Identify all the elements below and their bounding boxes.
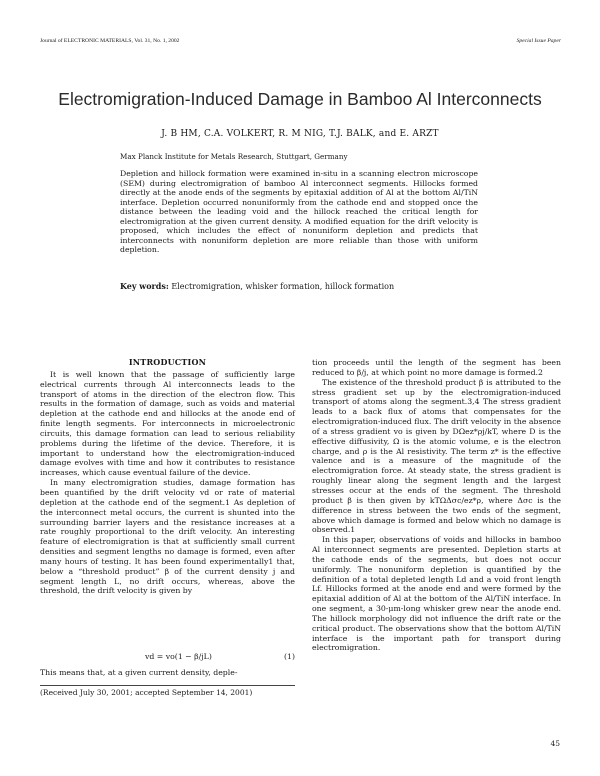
left-column-continued [40,668,295,678]
keywords [120,281,478,291]
right-column [312,358,561,653]
keywords-label: Key words: [120,281,169,291]
right-paragraph-1: tion proceeds until the length of the segment has been reduced to β/j, at which point no more damage is formed.2 [312,358,561,377]
left-paragraph-1: It is well known that the passage of sufficiently large electrical currents through Al interconnects leads to the transport of atoms in the direction of the electron flow. This results in the formation of damage, such as voids and material depletion at the cathode end and hillocks at the anode end of finite length segments. For interconnects in microelectronic circuits, this damage formation can lead to serious reliability problems during the lifetime of the device. Therefore, it is important to understand how the electromigration-induced damage evolves with time and how it contributes to resistance increases, which cause eventual failure of the device. [40,369,295,478]
equation-text: vd = vo(1 − β/jL) [145,652,212,661]
page-number: 45 [550,739,560,748]
keywords-text: Electromigration, whisker formation, hillock formation [168,282,395,291]
affiliation: Max Planck Institute for Metals Research, Stuttgart, Germany [120,152,348,161]
issue-type-header: Special Issue Paper [516,38,561,44]
right-paragraph-3: In this paper, observations of voids and hillocks in bamboo Al interconnect segments are presented. Depletion starts at the cathode ends of the segments, but does not occur uniformly. The nonuniform depletion is quantified by the definition of a total depleted length Ld and a void front length Lf. Hillocks formed at the anode end and were formed by the epitaxial addition of Al at the bottom of the Al/TiN interface. In one segment, a 30-μm-long whisker grew near the anode end. The hillock morphology did not influence the drift rate or the critical product. The observations show that the bottom Al/TiN interface is the important path for transport during electromigration. [312,535,561,653]
journal-header: Journal of ELECTRONIC MATERIALS, Vol. 31, No. 1, 2002 [40,38,180,44]
abstract: Depletion and hillock formation were examined in-situ in a scanning electron microscope (SEM) during electromigration of bamboo Al interconnect segments. Hillocks formed directly at the anode ends of the segments by epitaxial addition of Al at the bottom Al/TiN interface. Depletion occurred nonuniformly from the cathode end and stopped once the distance between the leading void and the hillock reached the critical length for electromigration at the given current density. A modified equation for the drift velocity is proposed, which includes the effect of nonuniform depletion and predicts that interconnects with nonuniform depletion are more reliable than those with uniform depletion. [120,169,478,255]
left-paragraph-2: In many electromigration studies, damage formation has been quantified by the drift velocity vd or rate of material depletion at the cathode end of the segment.1 As depletion of the interconnect metal occurs, the current is shunted into the surrounding barrier layers and the resistance increases at a rate roughly proportional to the drift velocity. An interesting feature of electromigration is that at sufficiently small current densities and segment lengths no damage is formed, even after many hours of testing. It has been found experimentally1 that, below a “threshold product” β of the current density j and segment length L, no drift occurs, whereas, above the threshold, the drift velocity is given by [40,478,295,596]
footnote-divider [40,685,295,686]
received-date-note: (Received July 30, 2001; accepted September 14, 2001) [40,688,253,697]
equation-number: (1) [284,652,295,661]
left-paragraph-3: This means that, at a given current density, deple- [40,668,238,677]
paper-title: Electromigration-Induced Damage in Bamboo Al Interconnects [58,89,542,109]
right-paragraph-2: The existence of the threshold product β is attributed to the stress gradient set up by the electromigration-induced transport of atoms along the segment.3,4 The stress gradient leads to a back flux of atoms that compensates for the electromigration-induced flux. The drift velocity in the absence of a stress gradient vo is given by DΩez*ρj/kT, where D is the effective diffusivity, Ω is the atomic volume, e is the electron charge, and ρ is the Al resistivity. The term z* is the effective valence and is a measure of the magnitude of the electromigration force. At steady state, the stress gradient is roughly linear along the segment length and the largest stresses occur at the ends of the segment. The threshold product β is then given by kTΩΔσc/ez*ρ, where Δσc is the difference in stress between the two ends of the segment, above which damage is formed and below which no damage is observed.1 [312,377,561,535]
author-list: J. B HM, C.A. VOLKERT, R. M NIG, T.J. BALK, and E. ARZT [161,129,439,139]
section-heading-introduction: INTRODUCTION [128,357,207,367]
equation-drift-velocity [40,652,295,664]
left-column [40,358,295,596]
